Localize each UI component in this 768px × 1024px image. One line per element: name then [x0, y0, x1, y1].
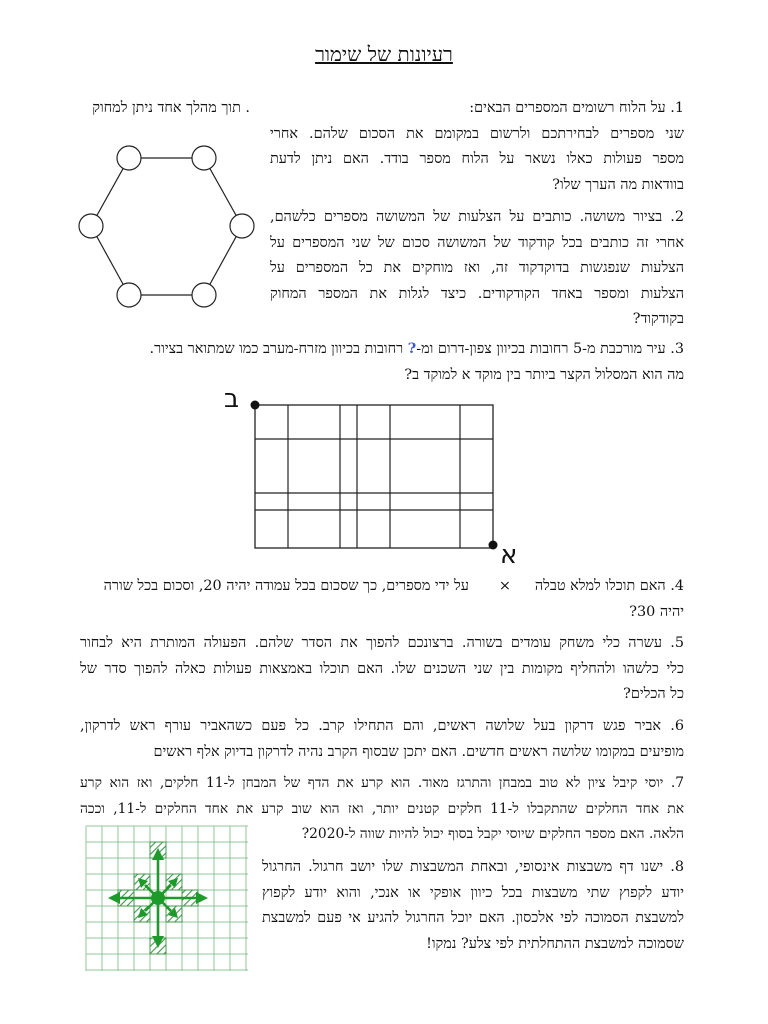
page-title-text: רעיונות של שימור	[315, 42, 453, 66]
question-6	[80, 714, 684, 765]
q4-line-1-b: על ידי מספרים, כך שסכום בכל עמודה יהיה 20, וסכום בכל שורה	[103, 578, 469, 594]
hexagon-vertex	[230, 214, 254, 238]
q1-line-4: בוודאות מה הערך שלו?	[552, 176, 684, 193]
q7-line-3: הלאה. האם מספר החלקים שיוסי יקבל בסוף יכול להיות שווה ל-2020?	[301, 826, 684, 842]
q1-line-1-side: . תוך מהלך אחד ניתן למחוק	[92, 100, 250, 116]
q2-line-5: בקודקוד?	[632, 311, 684, 327]
q2-line-2: אחרי זה כותבים בכל קודקוד של המשושה סכום של שני המספרים על	[270, 234, 684, 251]
q1-line-2: שני מספרים לבחירתכם ולרשום במקומם את הסכום שלהם. אחרי	[270, 125, 684, 142]
q6-line-2: מופיעים במקומו שלושה ראשים חדשים. האם יתכן שבסוף הקרב נהיה לדרקון בדיוק אלף ראשים	[153, 743, 684, 760]
q4-line-1-a: 4. האם תוכלו למלא טבלה	[534, 578, 684, 594]
hexagon-figure	[76, 138, 261, 313]
q4-times-sign: ×	[498, 578, 511, 594]
q4-line-2: יהיה 30?	[629, 603, 684, 620]
q7-line-2: את אחד החלקים שהתקבלו ל-11 חלקים קטנים יותר, ואז הוא שוב קרע את אחד החלקים ל-11, וככה	[80, 800, 684, 817]
question-2	[270, 205, 684, 333]
grid-border	[255, 405, 493, 548]
point-b-label: ב	[224, 384, 240, 414]
point-a-dot	[489, 541, 498, 550]
question-4	[80, 574, 684, 625]
question-5	[80, 631, 684, 708]
q6-line-1: 6. אביר פגש דרקון בעל שלושה ראשים, והם התחילו קרב. כל פעם כשהאביר עורף ראש לדרקון,	[80, 718, 684, 734]
q3-highlight-mark: ?	[407, 340, 417, 357]
q8-line-1: 8. ישנו דף משבצות אינסופי, ובאחת המשבצות שלו יושב חרגול. החרגול	[262, 859, 684, 875]
q3-line-1-b: רחובות בכיוון מזרח-מערב כמו שמתואר בציור.	[149, 341, 408, 357]
q8-line-2: יודע לקפוץ שתי משבצות בכל כיוון אופקי או אנכי, והוא יודע לקפוץ	[262, 884, 684, 901]
street-grid-figure	[220, 385, 540, 575]
q7-line-1: 7. יוסי קיבל ציון לא טוב במבחן והתרגז מאוד. הוא קרע את הדף של המבחן ל-11 חלקים, ואז הוא קרע	[80, 775, 685, 791]
q1-line-3: מספר פעולות כאלו נשאר על הלוח מספר בודד. האם ניתן לדעת	[270, 151, 684, 167]
q5-line-1: 5. עשרה כלי משחק עומדים בשורה. ברצונכם להפוך את הסדר שלהם. הפעולה המותרת היא לבחור	[80, 635, 684, 651]
point-b-dot	[251, 401, 260, 410]
grasshopper-position-dot	[151, 891, 165, 905]
question-8	[262, 855, 684, 957]
question-1	[270, 96, 684, 198]
q8-line-4: שסמוכה למשבצת ההתחלתית לפי צלע? נמקו!	[426, 935, 684, 952]
q4-line-1	[80, 574, 684, 600]
page-title	[0, 42, 768, 67]
hexagon-outline	[91, 158, 242, 295]
hexagon-vertex	[117, 146, 141, 170]
q3-line-1	[80, 336, 684, 363]
q3-line-2: מה הוא המסלול הקצר ביותר בין מוקד א למוקד ב?	[404, 366, 684, 383]
q1-line-1: 1. על הלוח רשומים המספרים הבאים:	[469, 100, 684, 116]
hexagon-vertex	[192, 146, 216, 170]
point-a-label: א	[500, 540, 518, 570]
question-3	[80, 336, 684, 388]
q5-line-2: כלי כלשהו ולהחליף מקומות בין שני השכנים שלו. האם תוכלו באמצאות פעולות כאלה להפוך סדר של	[80, 660, 684, 677]
hexagon-vertex	[117, 283, 141, 307]
q2-line-3: הצלעות שנפגשות בדוקדקוד זה, ואז מוחקים את כל המספרים על	[270, 260, 684, 276]
hexagon-vertex	[192, 283, 216, 307]
q2-line-4: הצלעות ומספר באחד הקודקודים. כיצד לגלות את המספר המחוק	[270, 285, 684, 302]
q8-line-3: למשבצת הסמוכה לפי אלכסון. האם יוכל החרגול להגיע אי פעם למשבצת	[262, 910, 684, 926]
hexagon-vertex	[79, 214, 103, 238]
q2-line-1: 2. בציור משושה. כותבים על הצלעות של המשושה מספרים כלשהם,	[270, 209, 684, 225]
q5-line-3: כל הכלים?	[623, 686, 684, 702]
q3-line-1-a: 3. עיר מורכבת מ-5 רחובות בכיוון צפון-דרום ומ-	[416, 341, 684, 357]
grasshopper-grid-figure	[86, 826, 248, 971]
q1-side-text	[80, 96, 250, 122]
